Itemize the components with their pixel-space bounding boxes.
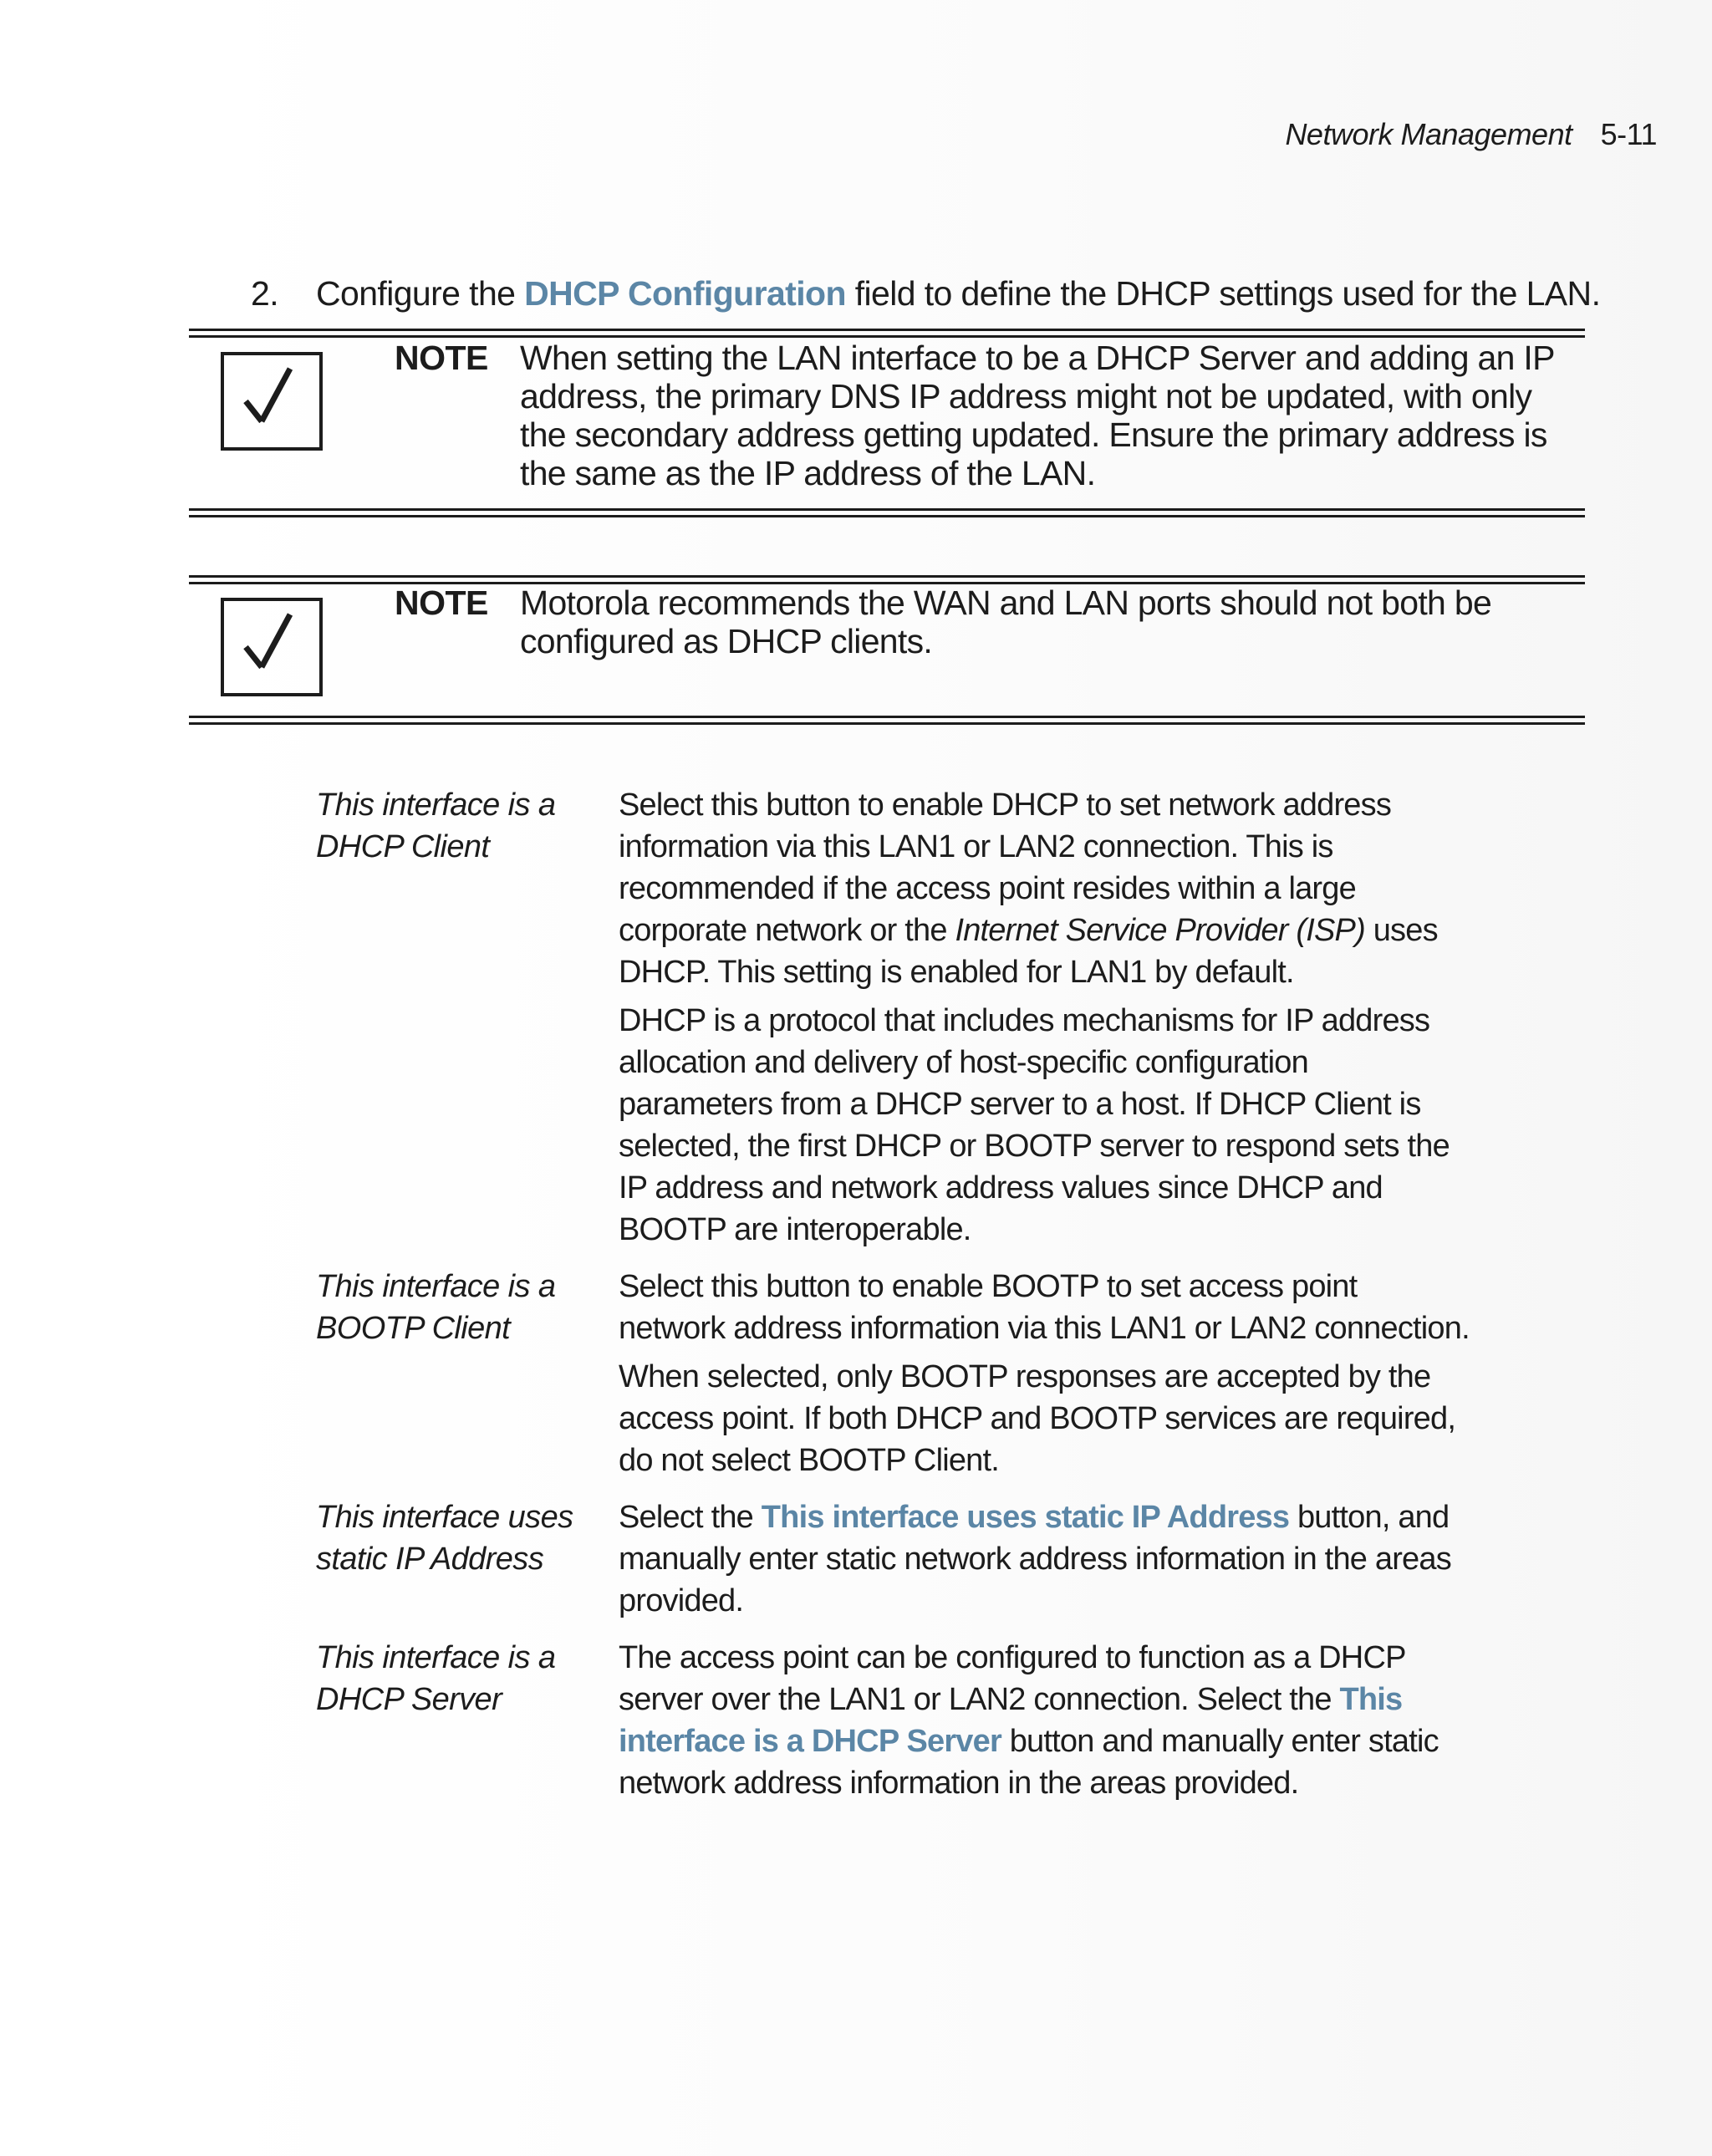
page-number: 5-11 — [1600, 117, 1657, 151]
note-rule-bottom — [189, 508, 1585, 517]
note-text: When setting the LAN interface to be a DHCP Server and adding an IP address, the primary DNS IP address might not be updated, with only the secondary address getting updated. Ensure the primary address is the same as the IP address of the LAN. — [520, 339, 1555, 492]
note-text: Motorola recommends the WAN and LAN ports should not both be configured as DHCP clients. — [520, 584, 1492, 660]
definition-bootp-client — [316, 1266, 1470, 1481]
step-number: 2. — [251, 274, 278, 313]
definition-term: This interface is a DHCP Server — [316, 1640, 556, 1717]
note-label: NOTE — [395, 584, 488, 622]
definition-term: This interface is a BOOTP Client — [316, 1269, 556, 1346]
definition-description: The access point can be configured to function as a DHCP server over the LAN1 or LAN2 connection. Select the This interface is a DHCP Server button and manually enter static network address information in the areas provided. — [619, 1640, 1439, 1801]
note-rule-bottom — [189, 716, 1585, 725]
definition-static-ip — [316, 1496, 1470, 1622]
definition-term: This interface uses static IP Address — [316, 1500, 573, 1577]
dhcp-configuration-link: DHCP Configuration — [524, 274, 846, 313]
checkmark-icon — [221, 598, 323, 696]
definition-description: Select this button to enable BOOTP to set access point network address information via this LAN1 or LAN2 connection. When selected, only BOOTP responses are accepted by the access point. If both DHCP and BOOTP services are required, do not select BOOTP Client. — [619, 1269, 1470, 1478]
option-definitions — [316, 784, 1470, 1819]
isp-term: Internet Service Provider (ISP) — [955, 913, 1365, 948]
checkmark-icon — [221, 352, 323, 451]
page-header — [1285, 117, 1657, 152]
dhcp-server-button-ref: This interface is a DHCP Server — [619, 1682, 1403, 1759]
note-box-1 — [189, 329, 1585, 521]
definition-dhcp-server — [316, 1637, 1470, 1804]
static-ip-button-ref: This interface uses static IP Address — [761, 1500, 1290, 1535]
note-label: NOTE — [395, 339, 488, 377]
definition-dhcp-client — [316, 784, 1470, 1251]
note-rule-top — [189, 329, 1585, 338]
section-title: Network Management — [1285, 117, 1572, 151]
step-text-after: field to define the DHCP settings used for the LAN. — [845, 274, 1601, 313]
note-box-2 — [189, 575, 1585, 726]
definition-description: Select the This interface uses static IP Address button, and manually enter static network address information in the areas provided. — [619, 1500, 1451, 1618]
step-text-before: Configure the — [316, 274, 525, 313]
step-2 — [251, 274, 1600, 313]
definition-description: Select this button to enable DHCP to set network address information via this LAN1 or LAN2 connection. This is recommended if the access point resides within a large corporate network or the Internet Service Provider (ISP) uses DHCP. This setting is enabled for LAN1 by default. DHCP is a protocol that includes mechanisms for IP address allocation and delivery of host-specific configuration parameters from a DHCP server to a host. If DHCP Client is selected, the first DHCP or BOOTP server to respond sets the IP address and network address values since DHCP and BOOTP are interoperable. — [619, 787, 1450, 1247]
definition-term: This interface is a DHCP Client — [316, 787, 556, 864]
